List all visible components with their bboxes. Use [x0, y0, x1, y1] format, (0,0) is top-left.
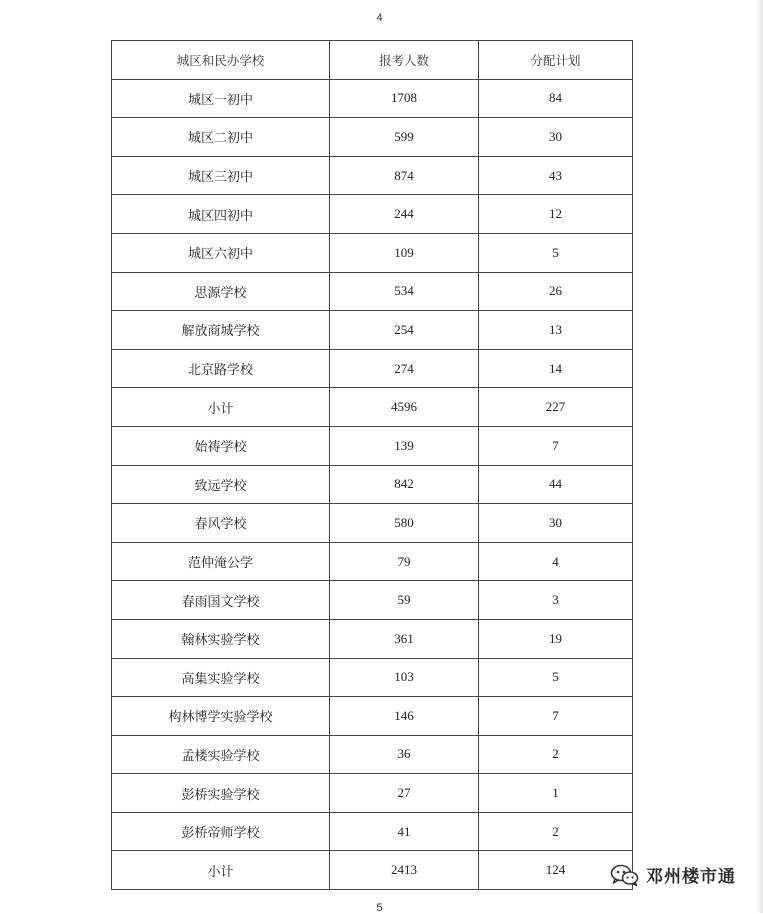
allocation-cell: 7: [479, 697, 633, 736]
table-row: [112, 812, 633, 851]
school-name-cell: 始祷学校: [112, 426, 330, 465]
wechat-icon: [610, 863, 640, 887]
page-edge-shadow: [757, 0, 763, 913]
school-name-cell: 致远学校: [112, 465, 330, 504]
allocation-cell: 12: [479, 195, 633, 234]
school-name-cell: 翰林实验学校: [112, 619, 330, 658]
allocation-cell: 1: [479, 774, 633, 813]
applicants-cell: 244: [330, 195, 479, 234]
header-allocation: 分配计划: [479, 41, 633, 80]
applicants-cell: 534: [330, 272, 479, 311]
school-name-cell: 城区一初中: [112, 79, 330, 118]
table-row: [112, 233, 633, 272]
applicants-cell: 599: [330, 118, 479, 157]
school-name-cell: 范仲淹公学: [112, 542, 330, 581]
table-row: [112, 426, 633, 465]
applicants-cell: 36: [330, 735, 479, 774]
school-name-cell: 彭桥帝师学校: [112, 812, 330, 851]
allocation-cell: 2: [479, 812, 633, 851]
table-row: [112, 581, 633, 620]
applicants-cell: 1708: [330, 79, 479, 118]
watermark: [610, 862, 736, 887]
school-name-cell: 小计: [112, 851, 330, 890]
table-header-row: [112, 41, 633, 80]
applicants-cell: 139: [330, 426, 479, 465]
applicants-cell: 4596: [330, 388, 479, 427]
school-name-cell: 城区二初中: [112, 118, 330, 157]
school-name-cell: 城区三初中: [112, 156, 330, 195]
applicants-cell: 79: [330, 542, 479, 581]
applicants-cell: 2413: [330, 851, 479, 890]
school-name-cell: 高集实验学校: [112, 658, 330, 697]
table-row: [112, 311, 633, 350]
table-row: [112, 272, 633, 311]
table-body: [112, 79, 633, 889]
table-row: [112, 349, 633, 388]
table-row: [112, 388, 633, 427]
allocation-cell: 43: [479, 156, 633, 195]
school-name-cell: 城区六初中: [112, 233, 330, 272]
allocation-cell: 3: [479, 581, 633, 620]
allocation-cell: 227: [479, 388, 633, 427]
applicants-cell: 41: [330, 812, 479, 851]
allocation-cell: 19: [479, 619, 633, 658]
allocation-cell: 30: [479, 118, 633, 157]
table-row: [112, 774, 633, 813]
table-row: [112, 79, 633, 118]
school-name-cell: 春雨国文学校: [112, 581, 330, 620]
applicants-cell: 580: [330, 504, 479, 543]
allocation-cell: 124: [479, 851, 633, 890]
school-name-cell: 春风学校: [112, 504, 330, 543]
school-name-cell: 孟楼实验学校: [112, 735, 330, 774]
table-row: [112, 195, 633, 234]
allocation-cell: 2: [479, 735, 633, 774]
header-school: 城区和民办学校: [112, 41, 330, 80]
school-name-cell: 彭桥实验学校: [112, 774, 330, 813]
applicants-cell: 874: [330, 156, 479, 195]
allocation-cell: 14: [479, 349, 633, 388]
table-row: [112, 851, 633, 890]
allocation-cell: 44: [479, 465, 633, 504]
allocation-cell: 84: [479, 79, 633, 118]
allocation-cell: 5: [479, 233, 633, 272]
school-name-cell: 解放商城学校: [112, 311, 330, 350]
school-name-cell: 构林博学实验学校: [112, 697, 330, 736]
watermark-text: 邓州楼市通: [646, 867, 736, 887]
table-row: [112, 735, 633, 774]
table-row: [112, 619, 633, 658]
allocation-table: [111, 40, 633, 890]
allocation-cell: 7: [479, 426, 633, 465]
applicants-cell: 361: [330, 619, 479, 658]
applicants-cell: 274: [330, 349, 479, 388]
applicants-cell: 254: [330, 311, 479, 350]
page-number-top: 4: [376, 12, 383, 24]
table-row: [112, 658, 633, 697]
allocation-cell: 13: [479, 311, 633, 350]
table-row: [112, 504, 633, 543]
applicants-cell: 103: [330, 658, 479, 697]
applicants-cell: 146: [330, 697, 479, 736]
page-number-bottom: 5: [376, 902, 383, 914]
school-name-cell: 思源学校: [112, 272, 330, 311]
allocation-cell: 26: [479, 272, 633, 311]
school-name-cell: 城区四初中: [112, 195, 330, 234]
applicants-cell: 109: [330, 233, 479, 272]
applicants-cell: 27: [330, 774, 479, 813]
allocation-cell: 30: [479, 504, 633, 543]
table-row: [112, 465, 633, 504]
allocation-cell: 4: [479, 542, 633, 581]
applicants-cell: 842: [330, 465, 479, 504]
table-row: [112, 542, 633, 581]
applicants-cell: 59: [330, 581, 479, 620]
school-name-cell: 北京路学校: [112, 349, 330, 388]
school-name-cell: 小计: [112, 388, 330, 427]
table-row: [112, 118, 633, 157]
table-row: [112, 156, 633, 195]
allocation-cell: 5: [479, 658, 633, 697]
table-row: [112, 697, 633, 736]
header-applicants: 报考人数: [330, 41, 479, 80]
